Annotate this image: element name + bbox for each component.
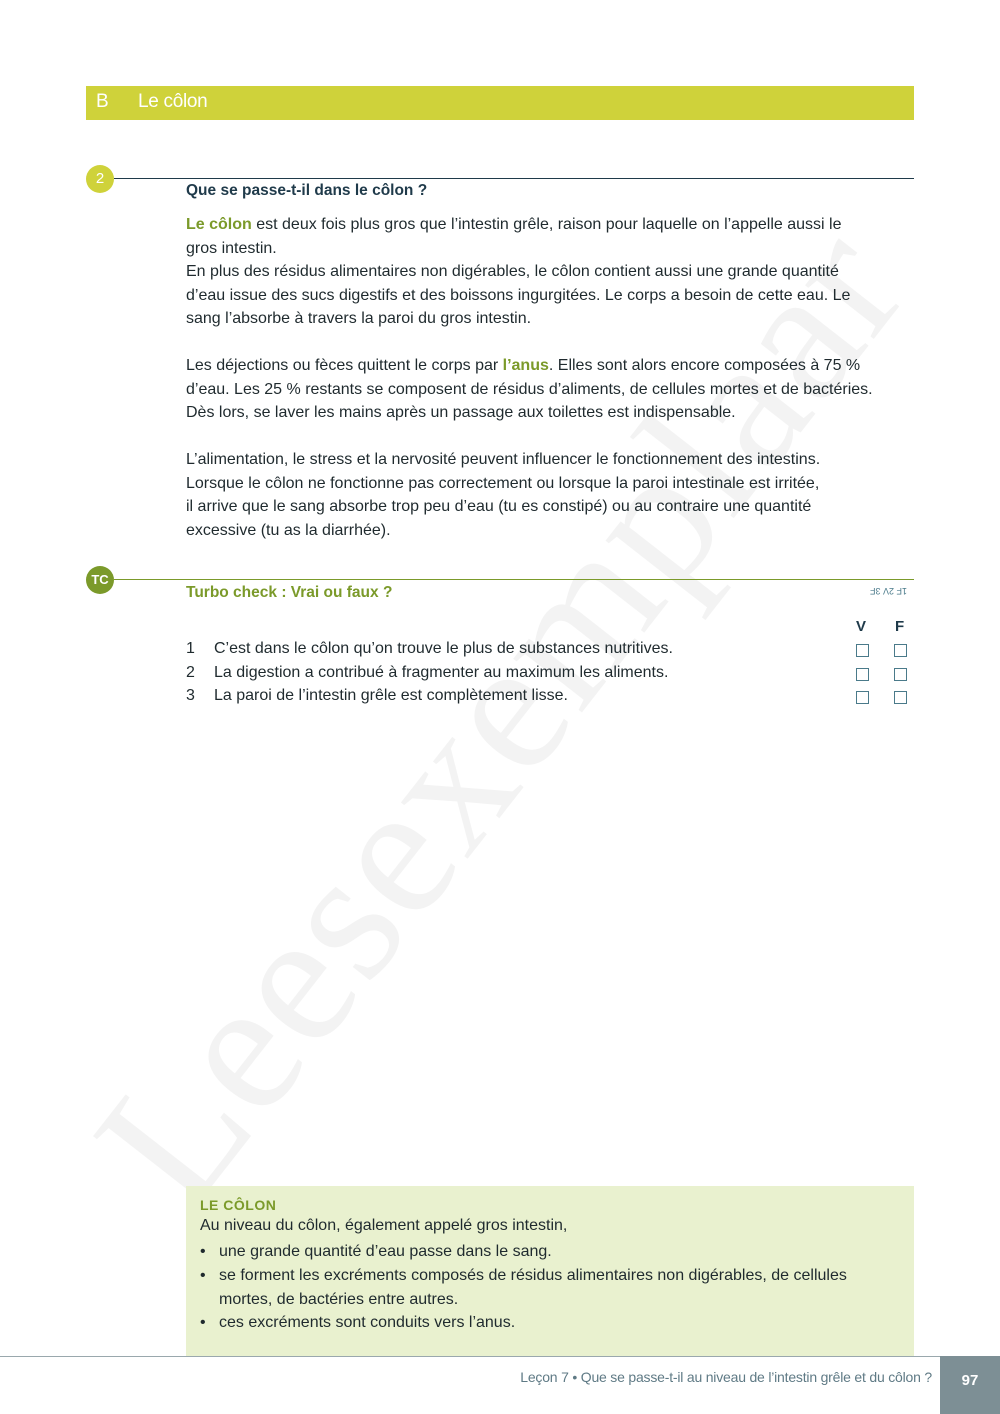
question-title: Que se passe-t-il dans le côlon ? — [186, 182, 428, 199]
footer-divider — [0, 1356, 940, 1357]
answer-key-upside-down: 1F 2V 3F — [870, 586, 908, 596]
bullet-dot: • — [200, 1243, 206, 1260]
bullet-dot: • — [200, 1267, 206, 1284]
summary-intro: Au niveau du côlon, également appelé gros intestin, — [200, 1217, 568, 1234]
text-line: En plus des résidus alimentaires non digérables, le côlon contient aussi une grande quantité — [186, 263, 839, 280]
section-header-bar — [86, 86, 914, 120]
checkbox-faux-2[interactable] — [894, 668, 907, 681]
checkbox-vrai-2[interactable] — [856, 668, 869, 681]
footer-lesson-title: Leçon 7 • Que se passe-t-il au niveau de l’intestin grêle et du côlon ? — [520, 1369, 932, 1385]
quiz-item-text: C’est dans le côlon qu’on trouve le plus de substances nutritives. — [214, 640, 673, 657]
column-header-faux: F — [895, 618, 905, 635]
text-line: gros intestin. — [186, 239, 277, 257]
column-header-vrai: V — [856, 618, 867, 635]
quiz-item-number: 1 — [186, 640, 195, 657]
text-line: d’eau issue des sucs digestifs et des boissons ingurgitées. Le corps a besoin de cette eau. Le — [186, 286, 851, 304]
summary-title: LE CÔLON — [200, 1197, 277, 1213]
paragraph-2 — [186, 354, 916, 425]
text-line: Les déjections ou fèces quittent le corps par l’anus. Elles sont alors encore composées à 75 % — [186, 357, 861, 374]
page-number: 97 — [961, 1372, 979, 1389]
section-letter: B — [96, 91, 109, 112]
turbo-check-divider — [114, 579, 914, 580]
text-line: Dès lors, se laver les mains après un passage aux toilettes est indispensable. — [186, 404, 736, 421]
highlight-term: Le côlon — [186, 216, 252, 233]
watermark — [52, 185, 948, 1246]
checkbox-vrai-3[interactable] — [856, 691, 869, 704]
paragraph-1 — [186, 213, 916, 331]
quiz-item-text: La digestion a contribué à fragmenter au maximum les aliments. — [214, 664, 669, 681]
text-line: d’eau. Les 25 % restants se composent de résidus d’aliments, de cellules mortes et de bactéries. — [186, 380, 873, 398]
checkbox-faux-3[interactable] — [894, 691, 907, 704]
quiz-item-number: 3 — [186, 687, 195, 704]
turbo-check-title: Turbo check : Vrai ou faux ? — [186, 584, 393, 601]
text-line: sang l’absorbe à travers la paroi du gros intestin. — [186, 310, 532, 327]
text-line: Le côlon est deux fois plus gros que l’intestin grêle, raison pour laquelle on l’appelle aussi le — [186, 216, 842, 233]
question-divider — [114, 178, 914, 179]
quiz-item-text: La paroi de l’intestin grêle est complètement lisse. — [214, 687, 568, 704]
text-line: excessive (tu as la diarrhée). — [186, 521, 391, 539]
text-line: L’alimentation, le stress et la nervosité peuvent influencer le fonctionnement des intestins. — [186, 451, 821, 468]
checkbox-vrai-1[interactable] — [856, 644, 869, 657]
paragraph-3 — [186, 448, 916, 542]
turbo-check-badge: TC — [86, 566, 114, 594]
text-line: il arrive que le sang absorbe trop peu d’eau (tu es constipé) ou au contraire une quantité — [186, 498, 812, 515]
checkbox-faux-1[interactable] — [894, 644, 907, 657]
question-number-badge: 2 — [86, 165, 114, 193]
highlight-term: l’anus — [502, 357, 549, 374]
section-title: Le côlon — [138, 91, 208, 112]
bullet-dot: • — [200, 1314, 206, 1331]
quiz-item-number: 2 — [186, 664, 195, 681]
text-line: Lorsque le côlon ne fonctionne pas correctement ou lorsque la paroi intestinale est irritée, — [186, 474, 820, 492]
